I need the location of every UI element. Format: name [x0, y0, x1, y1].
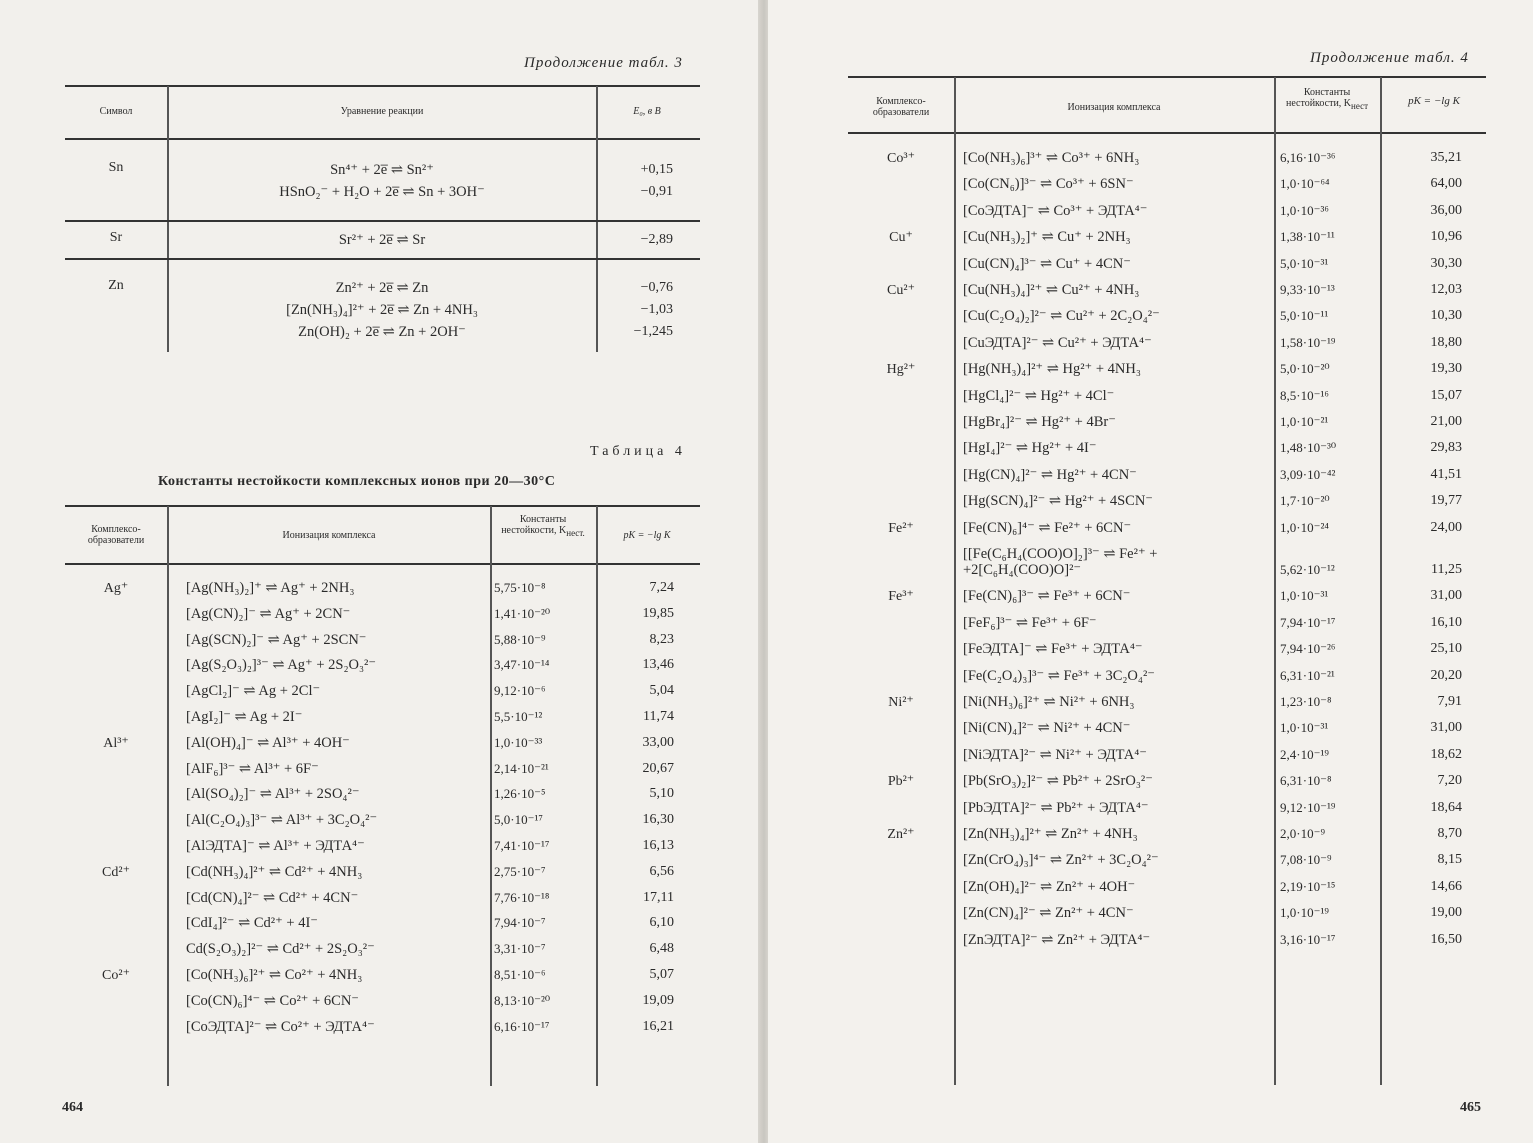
element-symbol: Zn [108, 278, 124, 293]
ionization-equation: [Fe(C₂O₄)₃]³⁻ ⇌ Fe³⁺ + 3C₂O₄²⁻ [963, 668, 1155, 684]
instability-constant: 7,94·10⁻²⁶ [1280, 641, 1336, 656]
pk-value: 18,80 [1430, 335, 1462, 350]
continuation-label: Продолжение табл. 3 [524, 55, 683, 71]
complex-former: Co²⁺ [102, 968, 130, 983]
ionization-equation: [AgI₂]⁻ ⇌ Ag + 2I⁻ [186, 709, 303, 725]
instability-constant: 9,12·10⁻⁶ [494, 683, 546, 698]
ionization-equation: [Ag(NH₃)₂]⁺ ⇌ Ag⁺ + 2NH₃ [186, 580, 355, 596]
ionization-equation: [ZnЭДТА]²⁻ ⇌ Zn²⁺ + ЭДТА⁴⁻ [963, 932, 1151, 948]
pk-value: 31,00 [1430, 588, 1462, 603]
t3-header-equation: Уравнение реакции [340, 106, 424, 117]
ionization-equation: [Fe(CN)₆]³⁻ ⇌ Fe³⁺ + 6CN⁻ [963, 588, 1131, 604]
ionization-equation: [Hg(SCN)₄]²⁻ ⇌ Hg²⁺ + 4SCN⁻ [963, 493, 1153, 509]
complex-former: Cd²⁺ [102, 865, 130, 880]
reaction-equation: Zn²⁺ + 2e̅ ⇌ Zn [335, 280, 429, 296]
pk-value: 14,66 [1430, 879, 1462, 894]
instability-constant: 8,13·10⁻²⁰ [494, 993, 551, 1008]
ionization-equation: [Cu(CN)₄]³⁻ ⇌ Cu⁺ + 4CN⁻ [963, 256, 1131, 272]
pk-value: 16,30 [642, 812, 674, 827]
standard-potential: −2,89 [640, 232, 673, 247]
complex-former: Pb²⁺ [887, 774, 915, 789]
ionization-equation: [Co(NH₃)₆]²⁺ ⇌ Co²⁺ + 4NH₃ [186, 967, 363, 983]
instability-constant: 5,88·10⁻⁹ [494, 632, 546, 647]
header-pk: pK = −lg K [1408, 95, 1460, 107]
ionization-equation: [PbЭДТА]²⁻ ⇌ Pb²⁺ + ЭДТА⁴⁻ [963, 800, 1149, 816]
instability-constant: 9,12·10⁻¹⁹ [1280, 800, 1336, 815]
pk-value: 16,50 [1430, 932, 1462, 947]
pk-value: 5,07 [649, 967, 674, 982]
t3-header-symbol: Символ [99, 106, 133, 117]
pk-value: 20,20 [1430, 668, 1462, 683]
pk-value: 19,00 [1430, 905, 1462, 920]
header-constant [1276, 87, 1378, 112]
ionization-equation: [Zn(CrO₄)₃]⁴⁻ ⇌ Zn²⁺ + 3C₂O₄²⁻ [963, 852, 1159, 868]
instability-constant: 3,31·10⁻⁷ [494, 941, 546, 956]
t4-header-constant [492, 514, 594, 539]
ionization-equation: [HgCl₄]²⁻ ⇌ Hg²⁺ + 4Cl⁻ [963, 388, 1115, 404]
page-number: 465 [1460, 1100, 1481, 1115]
left-page [0, 0, 760, 1143]
instability-constant: 1,0·10⁻²⁴ [1280, 520, 1329, 535]
instability-constant: 8,51·10⁻⁶ [494, 967, 546, 982]
instability-constant: 6,31·10⁻⁸ [1280, 773, 1332, 788]
pk-value: 12,03 [1430, 282, 1462, 297]
ionization-equation: [[Fe(C₆H₄(COO)O]₂]³⁻ ⇌ Fe²⁺ + +2[C₆H₄(COO)O]²⁻ [963, 546, 1158, 578]
ionization-equation: [Zn(OH)₄]²⁻ ⇌ Zn²⁺ + 4OH⁻ [963, 879, 1136, 895]
pk-value: 5,04 [649, 683, 674, 698]
instability-constant: 5,0·10⁻²⁰ [1280, 361, 1330, 376]
pk-value: 31,00 [1430, 720, 1462, 735]
instability-constant: 5,75·10⁻⁸ [494, 580, 546, 595]
ionization-equation: [Hg(CN)₄]²⁻ ⇌ Hg²⁺ + 4CN⁻ [963, 467, 1137, 483]
ionization-equation: [Cd(CN)₄]²⁻ ⇌ Cd²⁺ + 4CN⁻ [186, 890, 359, 906]
pk-value: 8,70 [1437, 826, 1462, 841]
ionization-equation: [Al(SO₄)₂]⁻ ⇌ Al³⁺ + 2SO₄²⁻ [186, 786, 360, 802]
table-caption: Таблица 4 [590, 444, 686, 459]
pk-value: 29,83 [1430, 440, 1462, 455]
instability-constant: 2,19·10⁻¹⁵ [1280, 879, 1336, 894]
standard-potential: −0,76 [640, 280, 673, 295]
instability-constant: 7,41·10⁻¹⁷ [494, 838, 550, 853]
instability-constant: 6,16·10⁻³⁶ [1280, 150, 1336, 165]
pk-value: 16,13 [642, 838, 674, 853]
pk-value: 10,96 [1430, 229, 1462, 244]
header-ionization: Ионизация комплекса [1067, 102, 1161, 113]
ionization-equation: [Al(OH)₄]⁻ ⇌ Al³⁺ + 4OH⁻ [186, 735, 350, 751]
pk-value: 5,10 [649, 786, 674, 801]
ionization-equation: Cd(S₂O₃)₂]²⁻ ⇌ Cd²⁺ + 2S₂O₃²⁻ [186, 941, 375, 957]
pk-value: 16,21 [642, 1019, 674, 1034]
complex-former: Al³⁺ [103, 736, 129, 751]
ionization-equation: [Co(CN₆)]³⁻ ⇌ Co³⁺ + 6SN⁻ [963, 176, 1134, 192]
complex-former: Fe³⁺ [888, 589, 914, 604]
pk-value: 18,64 [1430, 800, 1462, 815]
standard-potential: −1,03 [640, 302, 673, 317]
pk-value: 19,85 [642, 606, 674, 621]
pk-value: 15,07 [1430, 388, 1462, 403]
ionization-equation: [Cd(NH₃)₄]²⁺ ⇌ Cd²⁺ + 4NH₃ [186, 864, 363, 880]
instability-constant: 6,31·10⁻²¹ [1280, 668, 1335, 683]
pk-value: 13,46 [642, 657, 674, 672]
ionization-equation: [HgI₄]²⁻ ⇌ Hg²⁺ + 4I⁻ [963, 440, 1097, 456]
t4-header-pk: pK = −lg K [623, 530, 671, 541]
ionization-equation: [Co(NH₃)₆]³⁺ ⇌ Co³⁺ + 6NH₃ [963, 150, 1140, 166]
pk-value: 25,10 [1430, 641, 1462, 656]
pk-value: 7,91 [1437, 694, 1462, 709]
standard-potential: +0,15 [640, 162, 673, 177]
instability-constant: 2,0·10⁻⁹ [1280, 826, 1325, 841]
ionization-equation: [AgCl₂]⁻ ⇌ Ag + 2Cl⁻ [186, 683, 321, 699]
ionization-equation: [Cu(C₂O₄)₂]²⁻ ⇌ Cu²⁺ + 2C₂O₄²⁻ [963, 308, 1160, 324]
ionization-equation: [NiЭДТА]²⁻ ⇌ Ni²⁺ + ЭДТА⁴⁻ [963, 747, 1147, 763]
ionization-equation: [Ni(NH₃)₆]²⁺ ⇌ Ni²⁺ + 6NH₃ [963, 694, 1135, 710]
element-symbol: Sn [108, 160, 124, 175]
pk-value: 8,23 [649, 632, 674, 647]
complex-former: Co³⁺ [887, 151, 915, 166]
reaction-equation: Sn⁴⁺ + 2e̅ ⇌ Sn²⁺ [330, 162, 434, 178]
reaction-equation: [Zn(NH₃)₄]²⁺ + 2e̅ ⇌ Zn + 4NH₃ [286, 302, 478, 318]
complex-former: Hg²⁺ [886, 362, 916, 377]
instability-constant: 7,76·10⁻¹⁸ [494, 890, 550, 905]
standard-potential: −0,91 [640, 184, 673, 199]
pk-value: 6,48 [649, 941, 674, 956]
reaction-equation: Zn(OH)₂ + 2e̅ ⇌ Zn + 2OH⁻ [298, 324, 466, 340]
pk-value: 19,30 [1430, 361, 1462, 376]
ionization-equation: [Co(CN)₆]⁴⁻ ⇌ Co²⁺ + 6CN⁻ [186, 993, 359, 1009]
element-symbol: Sr [109, 230, 123, 245]
ionization-equation: [Ag(S₂O₃)₂]³⁻ ⇌ Ag⁺ + 2S₂O₃²⁻ [186, 657, 377, 673]
ionization-equation: [Al(C₂O₄)₃]³⁻ ⇌ Al³⁺ + 3C₂O₄²⁻ [186, 812, 378, 828]
t4-header-constant-text: Константы нестойкости, K [501, 514, 567, 536]
instability-constant: 1,38·10⁻¹¹ [1280, 229, 1335, 244]
pk-value: 18,62 [1430, 747, 1462, 762]
ionization-equation: [Hg(NH₃)₄]²⁺ ⇌ Hg²⁺ + 4NH₃ [963, 361, 1141, 377]
instability-constant: 5,5·10⁻¹² [494, 709, 543, 724]
instability-constant: 1,23·10⁻⁸ [1280, 694, 1332, 709]
instability-constant: 1,26·10⁻⁵ [494, 786, 546, 801]
ionization-equation: [CdI₄]²⁻ ⇌ Cd²⁺ + 4I⁻ [186, 915, 318, 931]
pk-value: 30,30 [1430, 256, 1462, 271]
pk-value: 6,56 [649, 864, 674, 879]
instability-constant: 2,4·10⁻¹⁹ [1280, 747, 1329, 762]
t4-header-ionization: Ионизация комплекса [282, 530, 376, 541]
standard-potential: −1,245 [633, 324, 673, 339]
instability-constant: 1,0·10⁻⁶⁴ [1280, 176, 1330, 191]
header-former: Комплексо-образователи [872, 96, 930, 118]
instability-constant: 7,94·10⁻⁷ [494, 915, 546, 930]
ionization-equation: [Ni(CN)₄]²⁻ ⇌ Ni²⁺ + 4CN⁻ [963, 720, 1131, 736]
pk-value: 36,00 [1430, 203, 1462, 218]
ionization-equation: [Cu(NH₃)₄]²⁺ ⇌ Cu²⁺ + 4NH₃ [963, 282, 1140, 298]
instability-constant: 3,47·10⁻¹⁴ [494, 657, 550, 672]
instability-constant: 3,09·10⁻⁴² [1280, 467, 1336, 482]
header-constant-sub: нест [1351, 101, 1369, 111]
ionization-equation: [AlЭДТА]⁻ ⇌ Al³⁺ + ЭДТА⁴⁻ [186, 838, 365, 854]
instability-constant: 1,0·10⁻³¹ [1280, 588, 1329, 603]
instability-constant: 1,48·10⁻³⁰ [1280, 440, 1337, 455]
pk-value: 20,67 [642, 761, 674, 776]
pk-value: 64,00 [1430, 176, 1462, 191]
instability-constant: 5,0·10⁻¹⁷ [494, 812, 543, 827]
continuation-label: Продолжение табл. 4 [1310, 50, 1469, 66]
instability-constant: 7,08·10⁻⁹ [1280, 852, 1332, 867]
instability-constant: 9,33·10⁻¹³ [1280, 282, 1335, 297]
instability-constant: 7,94·10⁻¹⁷ [1280, 615, 1336, 630]
instability-constant: 2,14·10⁻²¹ [494, 761, 549, 776]
complex-former: Fe²⁺ [888, 521, 914, 536]
pk-value: 7,20 [1437, 773, 1462, 788]
right-page [768, 0, 1533, 1143]
ionization-equation: [Zn(NH₃)₄]²⁺ ⇌ Zn²⁺ + 4NH₃ [963, 826, 1138, 842]
instability-constant: 1,0·10⁻²¹ [1280, 414, 1329, 429]
complex-former: Ag⁺ [103, 581, 129, 596]
page-number: 464 [62, 1100, 83, 1115]
instability-constant: 1,7·10⁻²⁰ [1280, 493, 1330, 508]
ionization-equation: [Ag(SCN)₂]⁻ ⇌ Ag⁺ + 2SCN⁻ [186, 632, 367, 648]
instability-constant: 1,0·10⁻³³ [494, 735, 543, 750]
header-constant-text: Константы нестойкости, K [1285, 87, 1352, 109]
t4-header-former: Комплексо-образователи [87, 524, 145, 546]
complex-former: Ni²⁺ [888, 695, 914, 710]
pk-value: 35,21 [1430, 150, 1462, 165]
pk-value: 6,10 [649, 915, 674, 930]
instability-constant: 1,0·10⁻³⁶ [1280, 203, 1329, 218]
instability-constant: 5,62·10⁻¹² [1280, 562, 1335, 577]
instability-constant: 1,0·10⁻³¹ [1280, 720, 1329, 735]
instability-constant: 8,5·10⁻¹⁶ [1280, 388, 1329, 403]
ionization-equation: [HgBr₄]²⁻ ⇌ Hg²⁺ + 4Br⁻ [963, 414, 1116, 430]
ionization-equation: [Zn(CN)₄]²⁻ ⇌ Zn²⁺ + 4CN⁻ [963, 905, 1134, 921]
pk-value: 21,00 [1430, 414, 1462, 429]
pk-value: 19,77 [1430, 493, 1462, 508]
pk-value: 11,74 [643, 709, 674, 724]
pk-value: 11,25 [1431, 562, 1462, 577]
instability-constant: 5,0·10⁻¹¹ [1280, 308, 1329, 323]
reaction-equation: HSnO₂⁻ + H₂O + 2e̅ ⇌ Sn + 3OH⁻ [279, 184, 485, 200]
pk-value: 8,15 [1437, 852, 1462, 867]
ionization-equation: [Fe(CN)₆]⁴⁻ ⇌ Fe²⁺ + 6CN⁻ [963, 520, 1132, 536]
instability-constant: 5,0·10⁻³¹ [1280, 256, 1329, 271]
ionization-equation: [FeЭДТА]⁻ ⇌ Fe³⁺ + ЭДТА⁴⁻ [963, 641, 1143, 657]
pk-value: 33,00 [642, 735, 674, 750]
instability-constant: 6,16·10⁻¹⁷ [494, 1019, 550, 1034]
pk-value: 10,30 [1430, 308, 1462, 323]
table-title: Константы нестойкости комплексных ионов при 20—30°С [158, 474, 556, 489]
pk-value: 19,09 [642, 993, 674, 1008]
ionization-equation: [CoЭДТА]²⁻ ⇌ Co²⁺ + ЭДТА⁴⁻ [186, 1019, 375, 1035]
complex-former: Zn²⁺ [887, 827, 915, 842]
instability-constant: 2,75·10⁻⁷ [494, 864, 546, 879]
reaction-equation: Sr²⁺ + 2e̅ ⇌ Sr [338, 232, 426, 248]
ionization-equation: [AlF₆]³⁻ ⇌ Al³⁺ + 6F⁻ [186, 761, 319, 777]
ionization-equation: [CuЭДТА]²⁻ ⇌ Cu²⁺ + ЭДТА⁴⁻ [963, 335, 1152, 351]
instability-constant: 3,16·10⁻¹⁷ [1280, 932, 1336, 947]
pk-value: 24,00 [1430, 520, 1462, 535]
pk-value: 17,11 [643, 890, 674, 905]
complex-former: Cu⁺ [889, 230, 913, 245]
ionization-equation: [Pb(SrO₃)₂]²⁻ ⇌ Pb²⁺ + 2SrO₃²⁻ [963, 773, 1153, 789]
pk-value: 7,24 [649, 580, 674, 595]
ionization-equation: [Cu(NH₃)₂]⁺ ⇌ Cu⁺ + 2NH₃ [963, 229, 1131, 245]
complex-former: Cu²⁺ [887, 283, 915, 298]
ionization-equation: [Ag(CN)₂]⁻ ⇌ Ag⁺ + 2CN⁻ [186, 606, 351, 622]
ionization-equation: [CoЭДТА]⁻ ⇌ Co³⁺ + ЭДТА⁴⁻ [963, 203, 1148, 219]
t4-header-constant-sub: нест. [566, 528, 585, 538]
instability-constant: 1,41·10⁻²⁰ [494, 606, 551, 621]
t3-header-e0: E₀, в В [633, 106, 661, 117]
pk-value: 41,51 [1430, 467, 1462, 482]
instability-constant: 1,58·10⁻¹⁹ [1280, 335, 1336, 350]
instability-constant: 1,0·10⁻¹⁹ [1280, 905, 1329, 920]
ionization-equation: [FeF₆]³⁻ ⇌ Fe³⁺ + 6F⁻ [963, 615, 1097, 631]
pk-value: 16,10 [1430, 615, 1462, 630]
